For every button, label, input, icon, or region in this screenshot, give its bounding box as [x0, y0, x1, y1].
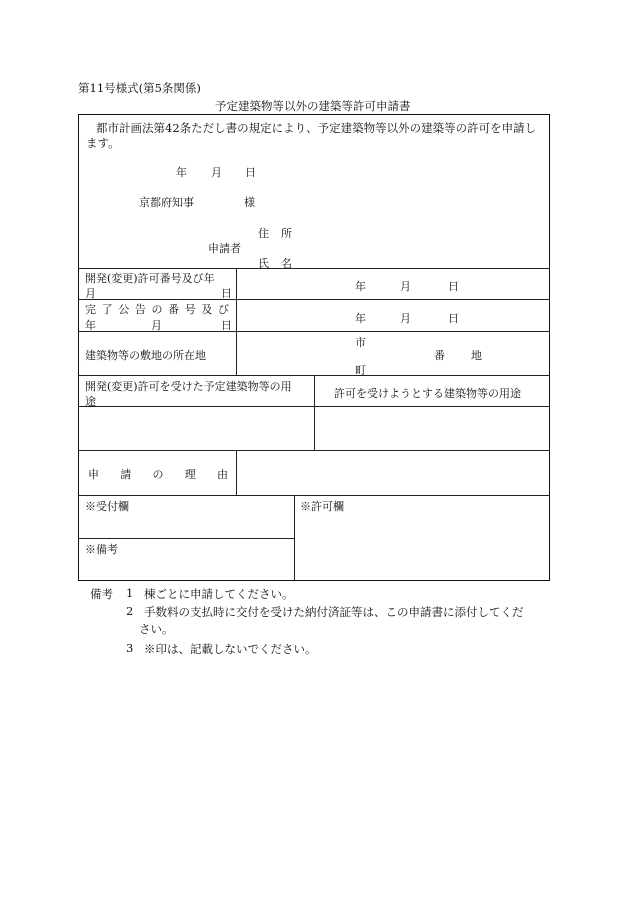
- permit-date-day: 日: [448, 280, 459, 293]
- permit-date-month: 月: [400, 280, 411, 293]
- completion-label-month: 月: [151, 319, 162, 332]
- remarks-box-label: ※備考: [85, 543, 118, 556]
- permit-no-label-month: 月: [85, 287, 96, 300]
- intro-text-line1: 都市計画法第42条ただし書の規定により、予定建築物等以外の建築等の許可を申請し: [96, 121, 537, 135]
- applicant-name-label-1: 氏: [258, 257, 269, 270]
- note-2-text: 手数料の支払時に交付を受けた納付済証等は、この申請書に添付してくだ: [144, 605, 524, 619]
- form-title: 予定建築物等以外の建築等許可申請書: [215, 99, 411, 113]
- completion-date-month: 月: [400, 312, 411, 325]
- notes-heading: 備考: [90, 587, 113, 601]
- applicant-name-label-2: 名: [281, 257, 292, 270]
- note-3-number: 3: [126, 641, 134, 655]
- completion-label-day: 日: [221, 319, 232, 332]
- permit-date-year: 年: [355, 280, 366, 293]
- planned-use-label-line2: 途: [85, 395, 96, 408]
- form-number: 第11号様式(第5条関係): [78, 81, 201, 95]
- note-1-text: 棟ごとに申請してください。: [144, 587, 294, 601]
- note-2-number: 2: [126, 604, 134, 618]
- applicant-address-label-1: 住: [258, 227, 269, 240]
- permit-box-label: ※許可欄: [300, 500, 344, 513]
- planned-use-label-line1: 開発(変更)許可を受けた予定建築物等の用: [85, 380, 292, 393]
- note-2-text-cont: さい。: [139, 622, 174, 636]
- reason-label: 申 請 の 理 由: [88, 468, 228, 481]
- location-city: 市: [355, 336, 366, 349]
- addressee-honorific: 様: [244, 196, 255, 209]
- note-3-text: ※印は、記載しないでください。: [144, 642, 317, 656]
- location-town: 町: [355, 364, 366, 377]
- applicant-label: 申請者: [208, 242, 241, 255]
- completion-label-year: 年: [85, 319, 96, 332]
- note-1-number: 1: [126, 586, 134, 600]
- date-year: 年: [176, 166, 187, 179]
- location-label: 建築物等の敷地の所在地: [85, 349, 206, 362]
- location-banchi-2: 地: [471, 349, 482, 362]
- intro-text-line2: ます。: [86, 136, 120, 150]
- completion-label: 完 了 公 告 の 番 号 及 び: [85, 303, 229, 316]
- addressee-name: 京都府知事: [139, 196, 194, 209]
- permit-no-label: 開発(変更)許可番号及び年: [85, 272, 215, 285]
- permit-no-label-day: 日: [221, 287, 232, 300]
- date-day: 日: [245, 166, 256, 179]
- applicant-address-label-2: 所: [281, 227, 292, 240]
- reception-box-label: ※受付欄: [85, 500, 129, 513]
- completion-date-year: 年: [355, 312, 366, 325]
- date-month: 月: [211, 166, 222, 179]
- intended-use-label: 許可を受けようとする建築物等の用途: [334, 387, 521, 400]
- completion-date-day: 日: [448, 312, 459, 325]
- location-banchi-1: 番: [434, 349, 445, 362]
